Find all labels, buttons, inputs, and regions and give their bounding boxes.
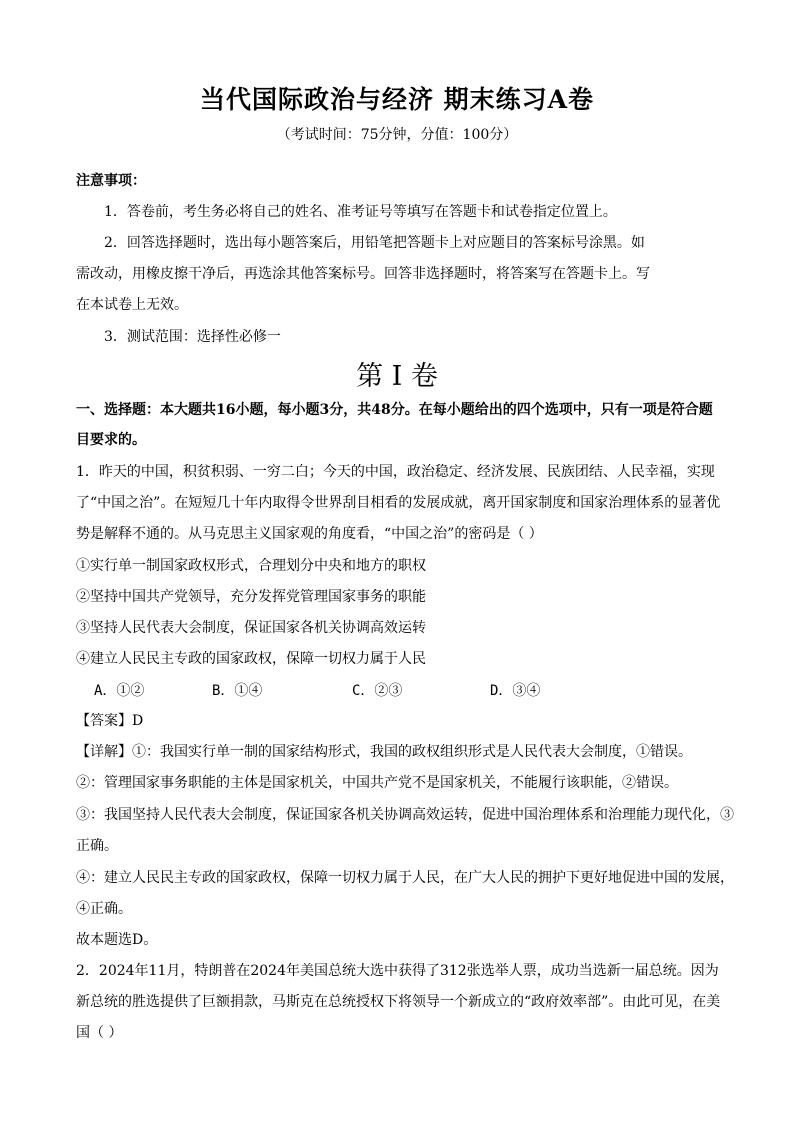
question-1-detail-4-line-1: ④：建立人民民主专政的国家政权，保障一切权力属于人民，在广大人民的拥护下更好地促进中国的发展，: [76, 870, 734, 886]
question-1-stem-line-3: 势是解释不通的。从马克思主义国家观的角度看，“中国之治”的密码是（ ）: [76, 526, 543, 542]
question-1-conclusion: 故本题选D。: [76, 932, 158, 948]
note-item-2-line-2: 需改动，用橡皮擦干净后，再选涂其他答案标号。回答非选择题时，将答案写在答题卡上。写: [76, 266, 650, 282]
question-1-stem-line-2: 了“中国之治”。在短短几十年内取得令世界刮目相看的发展成就，离开国家制度和国家治理体系的显著优: [76, 495, 721, 511]
note-item-1: 1．答卷前，考生务必将自己的姓名、准考证号等填写在答题卡和试卷指定位置上。: [104, 204, 617, 220]
notes-heading: 注意事项：: [76, 173, 146, 189]
question-1-statement-1: ①实行单一制国家政权形式，合理划分中央和地方的职权: [76, 558, 426, 574]
question-2-stem-line-1: 2．2024年11月，特朗普在2024年美国总统大选中获得了312张选举人票，成功当选新一届总统。因为: [76, 963, 719, 979]
note-item-2-line-3: 在本试卷上无效。: [76, 297, 188, 313]
page-title: 当代国际政治与经济 期末练习A卷: [199, 85, 595, 114]
question-1-options: [94, 680, 694, 700]
option-a: A．①②: [94, 683, 145, 699]
note-item-2-line-1: 2．回答选择题时，选出每小题答案后，用铅笔把答题卡上对应题目的答案标号涂黑。如: [104, 235, 645, 251]
question-1-detail-3-line-1: ③：我国坚持人民代表大会制度，保证国家各机关协调高效运转，促进中国治理体系和治理能力现代化，③: [76, 807, 734, 823]
option-b: B．①④: [212, 683, 263, 699]
question-2-stem-line-2: 新总统的胜选提供了巨额捐款，马斯克在总统授权下将领导一个新成立的“政府效率部”。由此可见，在美: [76, 994, 721, 1010]
section-title: 第 I 卷: [356, 361, 438, 392]
option-d: D．③④: [490, 683, 541, 699]
exam-info: （考试时间：75分钟，分值：100分）: [276, 127, 518, 143]
note-item-3: 3．测试范围：选择性必修一: [104, 329, 281, 345]
question-1-stem-line-1: 1．昨天的中国，积贫积弱、一穷二白；今天的中国，政治稳定、经济发展、民族团结、人民幸福，实现: [76, 464, 715, 480]
question-2-stem-line-3: 国（ ）: [76, 1025, 123, 1041]
question-1-detail-1: 【详解】①：我国实行单一制的国家结构形式，我国的政权组织形式是人民代表大会制度，①错误。: [76, 744, 692, 760]
question-1-detail-3-line-2: 正确。: [76, 838, 118, 854]
question-1-statement-3: ③坚持人民代表大会制度，保证国家各机关协调高效运转: [76, 620, 426, 636]
question-1-statement-2: ②坚持中国共产党领导，充分发挥党管理国家事务的职能: [76, 589, 426, 605]
question-1-detail-2: ②：管理国家事务职能的主体是国家机关，中国共产党不是国家机关，不能履行该职能，②错误。: [76, 775, 678, 791]
section-intro-line-2: 目要求的。: [76, 432, 146, 448]
option-c: C．②③: [352, 683, 403, 699]
question-1-detail-4-line-2: ④正确。: [76, 901, 132, 917]
question-1-statement-4: ④建立人民民主专政的国家政权，保障一切权力属于人民: [76, 651, 426, 667]
section-intro-line-1: 一、选择题：本大题共16小题，每小题3分，共48分。在每小题给出的四个选项中，只有一项是符合题: [76, 402, 713, 418]
question-1-answer: 【答案】D: [76, 713, 144, 729]
